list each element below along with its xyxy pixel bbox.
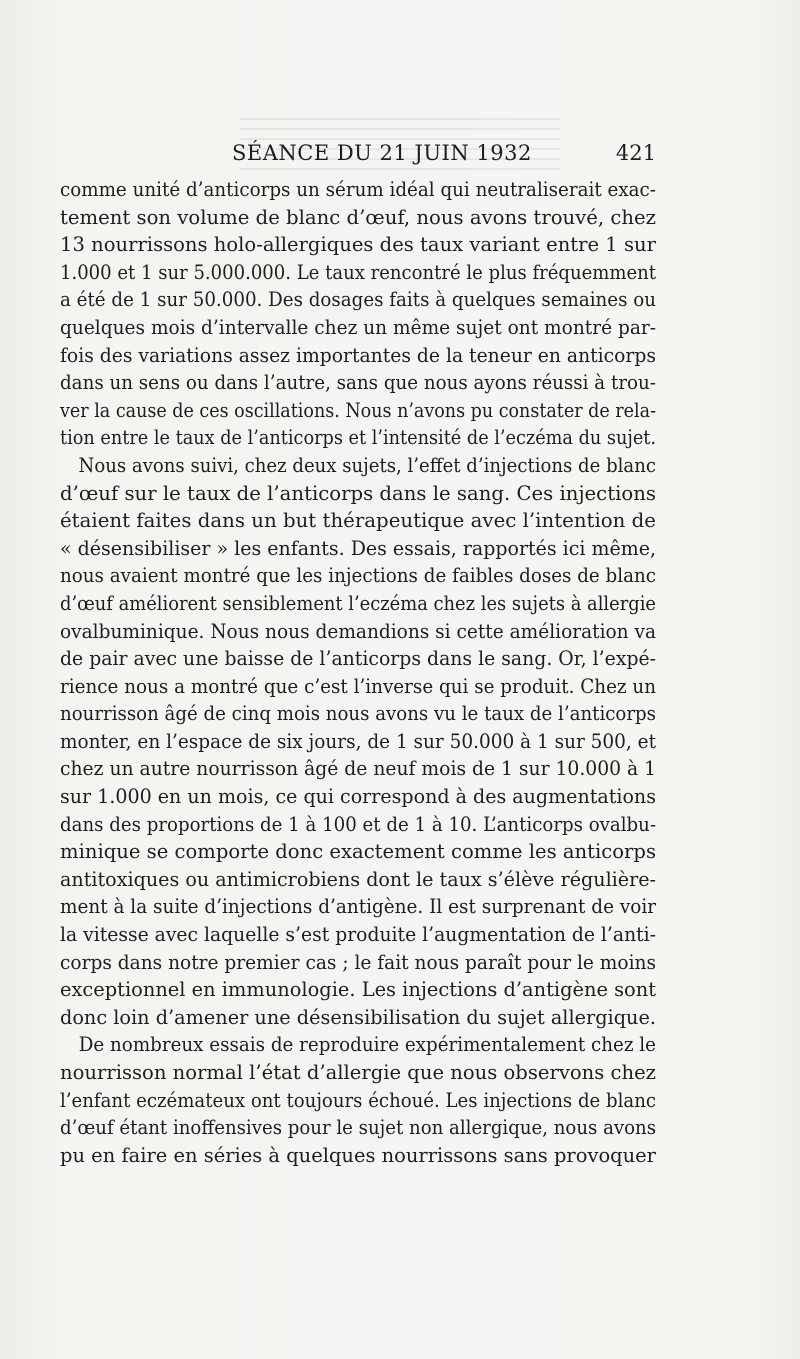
text-line-words: d’œuf améliorent sensiblement l’eczéma chez les sujets à allergie: [60, 591, 657, 615]
text-line: [60, 397, 656, 425]
body-text: [60, 176, 656, 1169]
text-line: [60, 562, 656, 590]
text-line: [60, 811, 656, 839]
text-line-words: ment à la suite d’injections d’antigène. Il est surprenant de voir: [60, 895, 657, 919]
text-line: [60, 507, 656, 535]
text-line-words: exceptionnel en immunologie. Les injections d’antigène sont: [60, 978, 657, 1002]
text-line-words: fois des variations assez importantes de la teneur en anticorps: [60, 343, 656, 367]
text-line: [60, 1087, 656, 1115]
text-line: [60, 921, 656, 949]
page-number: 421: [615, 141, 656, 165]
text-line-words: étaient faites dans un but thérapeutique avec l’intention de: [60, 509, 656, 533]
text-line-words: d’œuf étant inoffensives pour le sujet non allergique, nous avons: [60, 1116, 657, 1140]
text-line-words: donc loin d’amener une désensibilisation du sujet allergique.: [60, 1005, 656, 1029]
text-line: [60, 645, 656, 673]
text-line-words: tion entre le taux de l’anticorps et l’intensité de l’eczéma du sujet.: [60, 426, 657, 450]
text-line-words: « désensibiliser » les enfants. Des essais, rapportés ici même,: [60, 536, 657, 560]
text-line-words: dans des proportions de 1 à 100 et de 1 à 10. L’anticorps ovalbu-: [60, 812, 657, 836]
text-line-words: tement son volume de blanc d’œuf, nous avons trouvé, chez: [60, 205, 656, 229]
text-line: [60, 452, 656, 480]
text-line: [60, 314, 656, 342]
text-line-words: nourrisson âgé de cinq mois nous avons vu le taux de l’anticorps: [60, 702, 656, 726]
text-line: [60, 949, 656, 977]
text-line-words: ver la cause de ces oscillations. Nous n’avons pu constater de rela-: [60, 398, 657, 422]
text-line-words: Nous avons suivi, chez deux sujets, l’effet d’injections de blanc: [78, 453, 656, 477]
text-line-words: pu en faire en séries à quelques nourrissons sans provoquer: [60, 1143, 656, 1167]
text-line-words: 1.000 et 1 sur 5.000.000. Le taux rencontré le plus fréquemment: [60, 260, 657, 284]
text-line: [60, 700, 656, 728]
text-line-words: comme unité d’anticorps un sérum idéal qui neutraliserait exac-: [60, 178, 656, 201]
text-line: [60, 1059, 656, 1087]
text-line: [60, 673, 656, 701]
running-head: SÉANCE DU 21 JUIN 1932: [232, 141, 532, 165]
text-line-words: rience nous a montré que c’est l’inverse qui se produit. Chez un: [60, 674, 657, 698]
text-line: [60, 424, 656, 452]
text-line: [60, 369, 656, 397]
text-line-words: quelques mois d’intervalle chez un même sujet ont montré par-: [60, 315, 657, 339]
text-line: [60, 1114, 656, 1142]
text-line-words: sur 1.000 en un mois, ce qui correspond à des augmentations: [60, 785, 656, 809]
text-line: [60, 755, 656, 783]
text-line-words: De nombreux essais de reproduire expérimentalement chez le: [78, 1033, 656, 1057]
text-line-words: l’enfant eczémateux ont toujours échoué. Les injections de blanc: [60, 1088, 657, 1112]
text-line: [60, 893, 656, 921]
text-line-words: nous avaient montré que les injections de faibles doses de blanc: [60, 564, 657, 588]
text-line: [60, 590, 656, 618]
text-line-words: dans un sens ou dans l’autre, sans que nous ayons réussi à trou-: [60, 371, 656, 395]
text-line: [60, 342, 656, 370]
text-line: [60, 976, 656, 1004]
text-line: [60, 618, 656, 646]
text-line: [60, 286, 656, 314]
text-line-words: chez un autre nourrisson âgé de neuf mois de 1 sur 10.000 à 1: [60, 757, 657, 781]
text-line: [60, 1004, 656, 1032]
text-line: [60, 480, 656, 508]
text-line-words: la vitesse avec laquelle s’est produite l’augmentation de l’anti-: [60, 923, 657, 947]
page-header: [60, 141, 656, 171]
text-line: [60, 231, 656, 259]
text-line-words: 13 nourrissons holo-allergiques des taux variant entre 1 sur: [60, 233, 656, 257]
text-line-words: minique se comporte donc exactement comme les anticorps: [60, 840, 657, 864]
text-line-words: d’œuf sur le taux de l’anticorps dans le sang. Ces injections: [60, 481, 656, 505]
text-line-words: corps dans notre premier cas ; le fait nous paraît pour le moins: [60, 950, 657, 974]
text-line-words: ovalbuminique. Nous nous demandions si cette amélioration va: [60, 619, 657, 643]
text-line-words: a été de 1 sur 50.000. Des dosages faits à quelques semaines ou: [60, 288, 656, 312]
text-line-words: monter, en l’espace de six jours, de 1 sur 50.000 à 1 sur 500, et: [60, 729, 657, 753]
text-line: [60, 535, 656, 563]
text-line-words: de pair avec une baisse de l’anticorps dans le sang. Or, l’expé-: [60, 647, 657, 671]
text-line-words: nourrisson normal l’état d’allergie que nous observons chez: [60, 1061, 657, 1084]
text-line: [60, 728, 656, 756]
text-line: [60, 866, 656, 894]
text-line: [60, 259, 656, 287]
text-line-words: antitoxiques ou antimicrobiens dont le taux s’élève régulière-: [60, 867, 657, 891]
text-line: [60, 1031, 656, 1059]
text-line: [60, 838, 656, 866]
text-line: [60, 1142, 656, 1170]
text-line: [60, 204, 656, 232]
text-line: [60, 176, 656, 204]
text-line: [60, 783, 656, 811]
